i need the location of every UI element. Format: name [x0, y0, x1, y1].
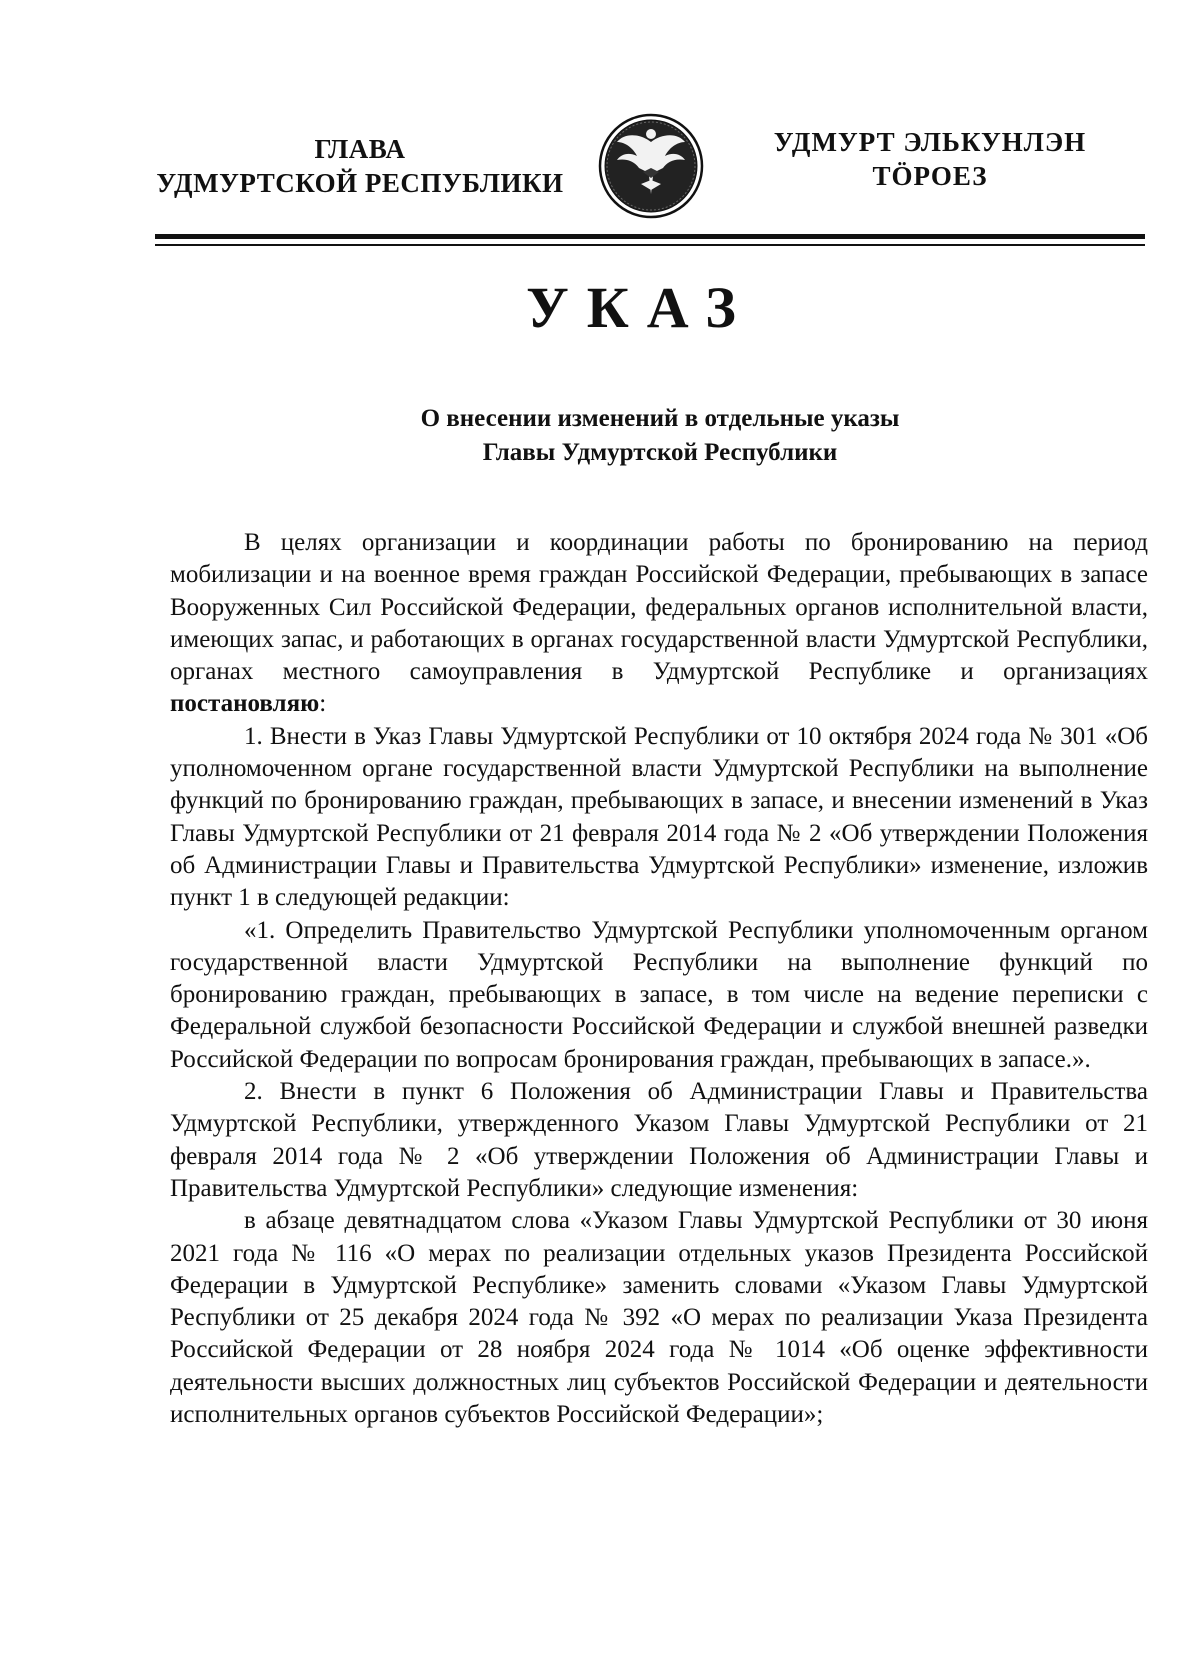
header-divider-thin — [155, 244, 1145, 246]
header-right-line1: УДМУРТ ЭЛЬКУНЛЭН — [773, 127, 1087, 157]
header-right — [760, 125, 1100, 193]
preamble-bold-word: постановляю — [170, 690, 320, 718]
body-paragraph-sub-item: в абзаце девятнадцатом слова «Указом Главы Удмуртской Республики от 30 июня 2021 года № 116 «О мерах по реализации отдельных указов Президента Российской Федерации в Удмуртской Республике» заменить словами «Указом Главы Удмуртской Республики от 25 декабря 2024 года № 392 «О мерах по реализации Указа Президента Российской Федерации от 28 ноября 2024 года № 1014 «Об оценке эффективности деятельности высших должностных лиц субъектов Российской Федерации и деятельности исполнительных органов субъектов Российской Федерации»; — [170, 1207, 1148, 1429]
header-right-line2: ТӦРОЕЗ — [872, 161, 988, 191]
document-title — [0, 402, 1200, 470]
body-paragraph-quoted-item: «1. Определить Правительство Удмуртской Республики уполномоченным органом государственной власти Удмуртской Республики на выполнение функций по бронированию граждан, пребывающих в запасе, в том числе на ведение переписки с Федеральной службой безопасности Российской Федерации и службой внешней разведки Российской Федерации по вопросам бронирования граждан, пребывающих в запасе.». — [170, 916, 1148, 1073]
preamble-text: В целях организации и координации работы по бронированию на период мобилизации и на военное время граждан Российской Федерации, пребывающих в запасе Вооруженных Сил Российской Федерации, федеральных органов исполнительной власти, имеющих запас, и работающих в органах государственной власти Удмуртской Республики, органах местного самоуправления в Удмуртской Республике и организациях — [170, 529, 1148, 686]
coat-of-arms-icon — [597, 112, 705, 220]
header-divider-thick — [155, 234, 1145, 239]
document-title-line2: Главы Удмуртской Республики — [482, 439, 838, 466]
document-body — [170, 527, 1148, 1431]
header-left — [140, 132, 580, 200]
preamble-end: : — [319, 690, 327, 718]
body-paragraph-item-2: 2. Внести в пункт 6 Положения об Администрации Главы и Правительства Удмуртской Республики, утвержденного Указом Главы Удмуртской Республики от 21 февраля 2014 года № 2 «Об утверждении Положения об Администрации Главы и Правительства Удмуртской Республики» следующие изменения: — [170, 1078, 1148, 1202]
header-left-line2: УДМУРТСКОЙ РЕСПУБЛИКИ — [156, 168, 564, 198]
body-paragraph-preamble — [170, 527, 1148, 721]
coat-of-arms-svg — [597, 112, 705, 220]
header-left-line1: ГЛАВА — [314, 134, 406, 164]
body-paragraph-item-1: 1. Внести в Указ Главы Удмуртской Республики от 10 октября 2024 года № 301 «Об уполномоченном органе государственной власти Удмуртской Республики на выполнение функций по бронированию граждан, пребывающих в запасе, и внесении изменений в Указ Главы Удмуртской Республики от 21 февраля 2014 года № 2 «Об утверждении Положения об Администрации Главы и Правительства Удмуртской Республики» изменение, изложив пункт 1 в следующей редакции: — [170, 722, 1148, 912]
document-type-heading: УКАЗ — [526, 275, 754, 340]
document-title-line1: О внесении изменений в отдельные указы — [420, 405, 900, 432]
